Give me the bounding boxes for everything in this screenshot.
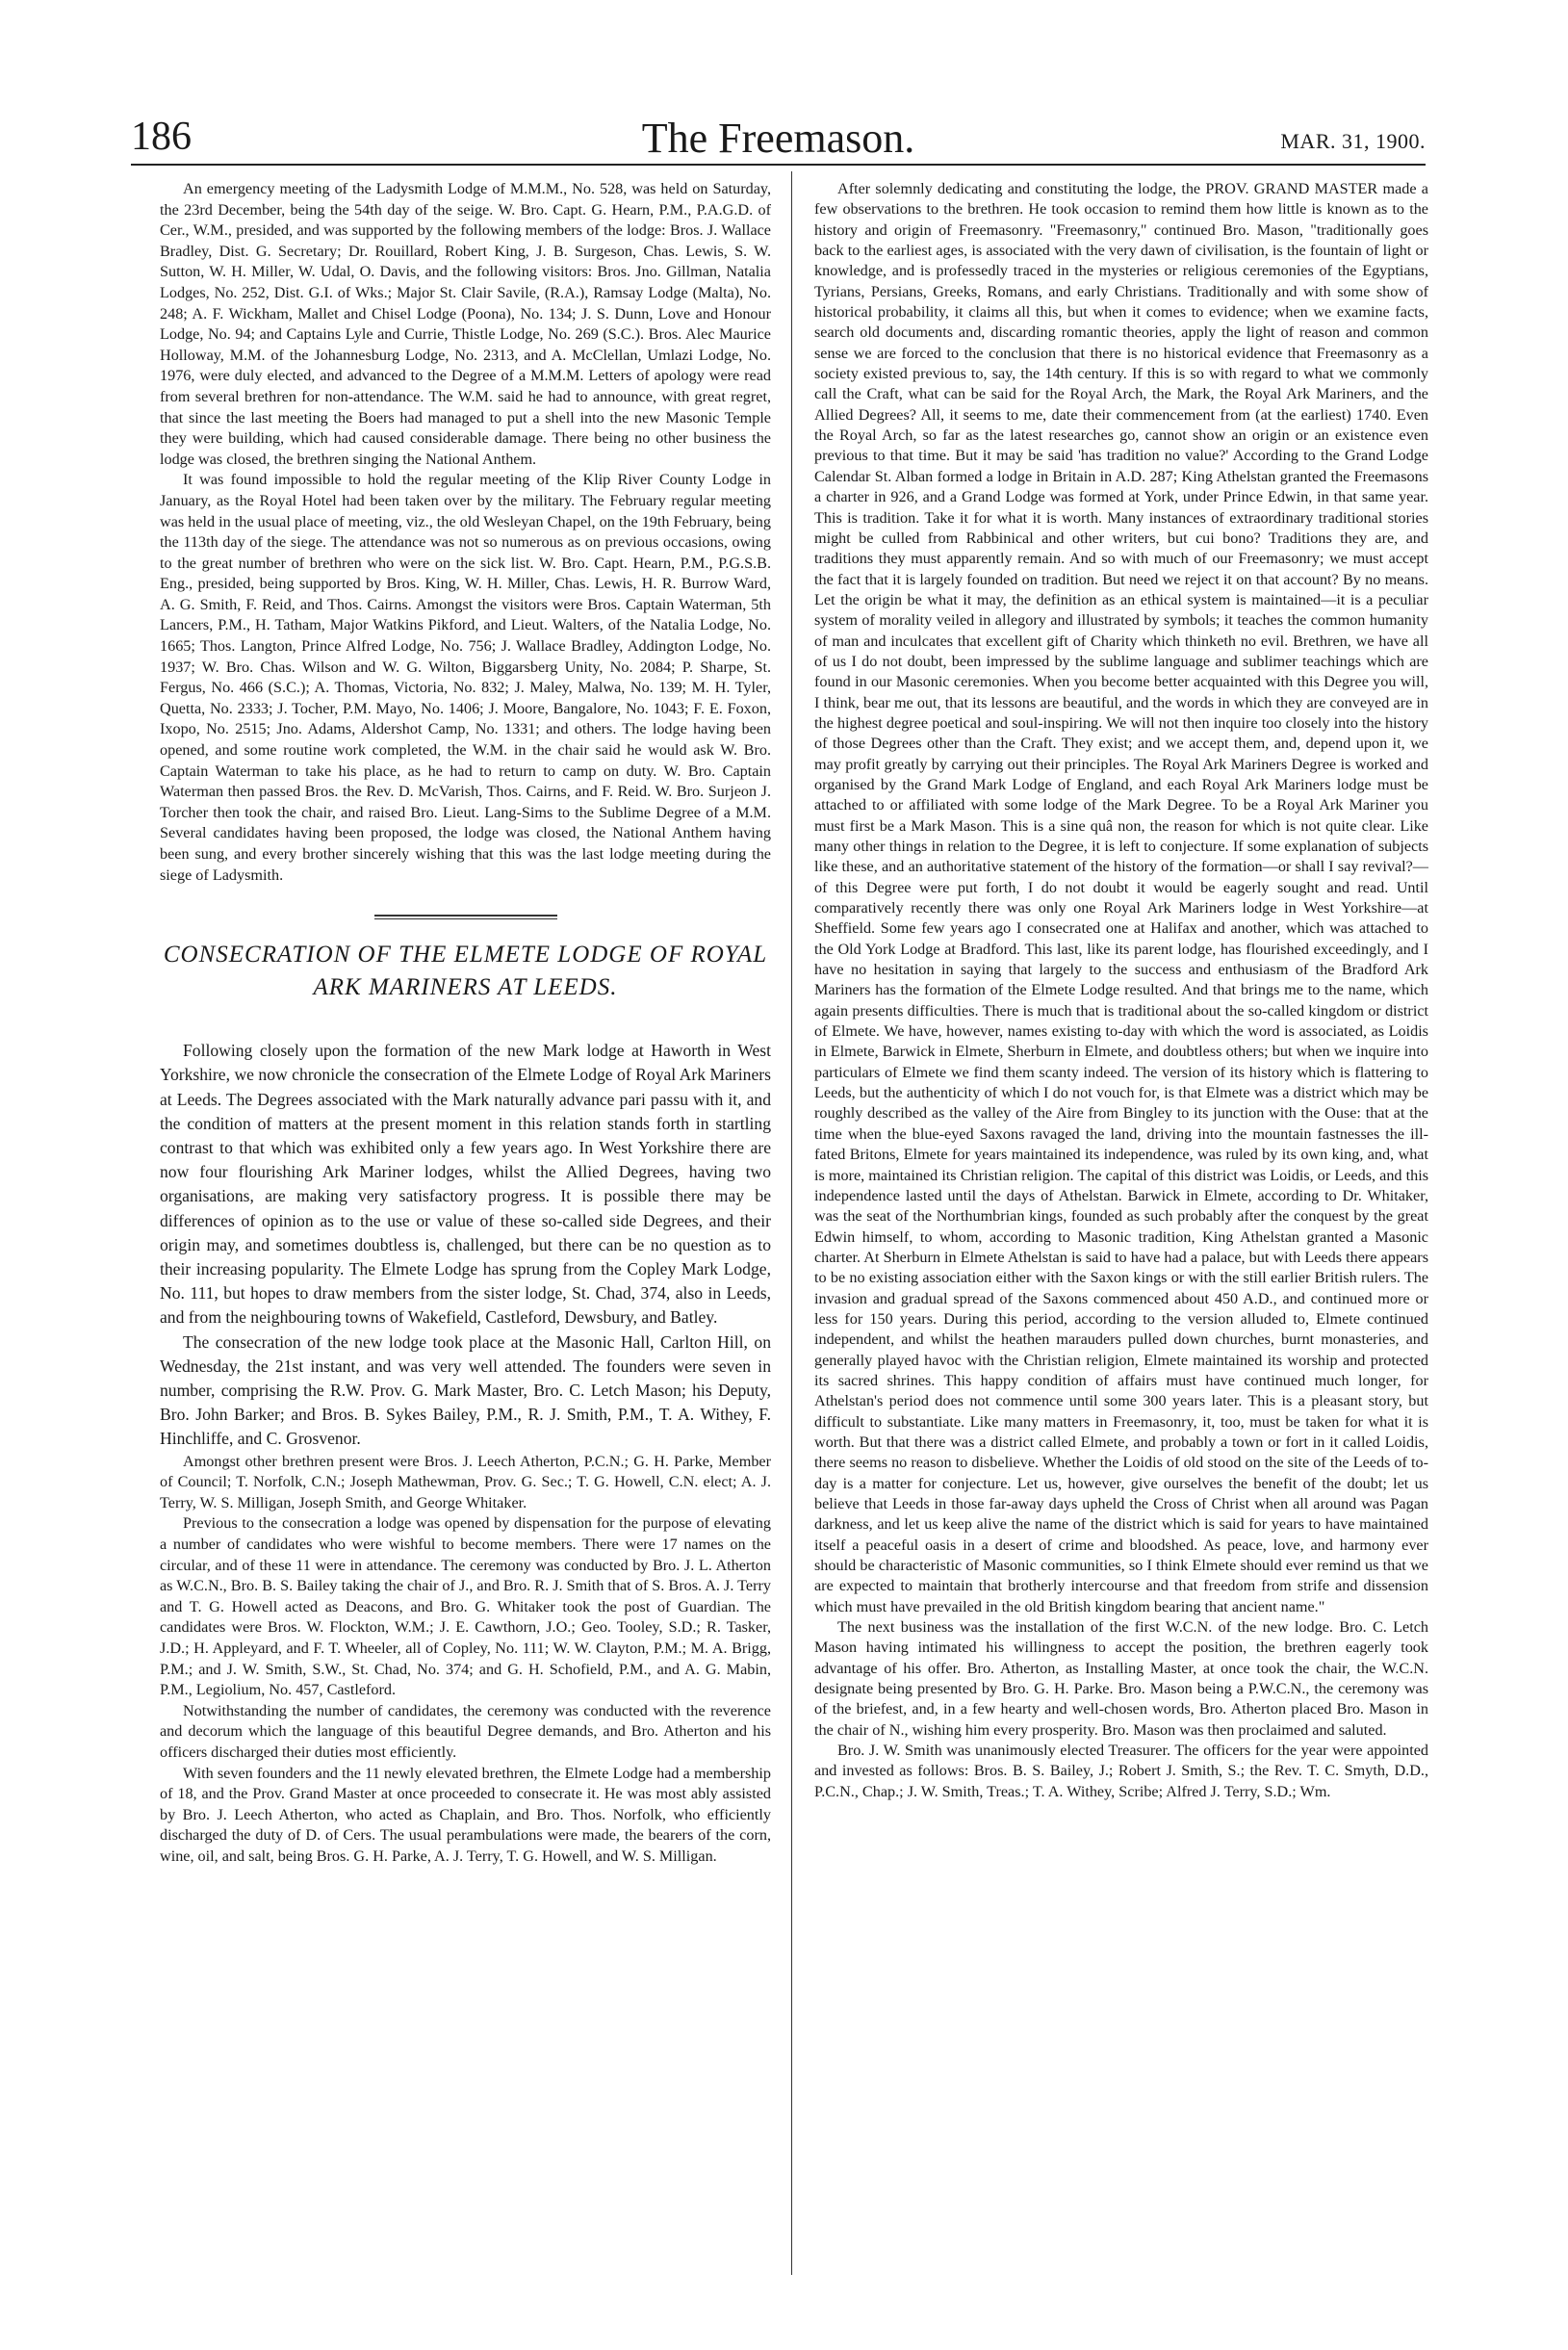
installation-paragraph: The next business was the installation of the first W.C.N. of the new lodge. Bro. C. Letch Mason having intimated his willingness to accept the position, the brethren eagerly took advantage of his offer. Bro. Atherton, as Installing Master, at once took the chair, the W.C.N. designate being presented by Bro. G. H. Parke. Bro. Mason being a P.W.C.N., the ceremony was of the briefest, and, in a few hearty and well-chosen words, Bro. Atherton placed Bro. Mason in the chair of N., wishing him every prosperity. Bro. Mason was then proclaimed and saluted. xyxy=(814,1618,1428,1739)
right-column xyxy=(814,179,1428,1802)
article-paragraph-4: Previous to the consecration a lodge was opened by dispensation for the purpose of elevating a number of candidates who were wishful to become members. There were 17 names on the circular, and of these 11 were in attendance. The ceremony was conducted by Bro. J. L. Atherton as W.C.N., Bro. B. S. Bailey taking the chair of J., and Bro. R. J. Smith that of S. Bros. A. J. Terry and T. G. Howell acted as Deacons, and Bro. G. Whitaker took the post of Guardian. The candidates were Bros. W. Flockton, W.M.; J. E. Cawthorn, J.O.; Geo. Tooley, S.D.; R. Tasker, J.D.; H. Appleyard, and F. T. Wheeler, all of Copley, No. 111; W. W. Clayton, P.M.; M. A. Brigg, P.M.; and J. W. Smith, S.W., St. Chad, No. 374; and G. H. Schofield, P.M., and A. G. Mabin, P.M., Legiolium, No. 457, Castleford. xyxy=(160,1514,771,1699)
left-column xyxy=(160,179,771,1868)
article-paragraph-2: The consecration of the new lodge took place at the Masonic Hall, Carlton Hill, on Wednesday, the 21st instant, and was very well attended. The founders were seven in number, comprising the R.W. Prov. G. Mark Master, Bro. C. Letch Mason; his Deputy, Bro. John Barker; and Bros. B. Sykes Bailey, P.M., R. J. Smith, P.M., T. A. Withey, F. Hinchliffe, and C. Grosvenor. xyxy=(160,1331,771,1449)
page-number: 186 xyxy=(131,115,192,159)
consecration-article xyxy=(160,1039,771,1867)
article-headline: CONSECRATION OF THE ELMETE LODGE OF ROYAL ARK MARINERS AT LEEDS. xyxy=(163,942,768,1001)
masthead-title: The Freemason. xyxy=(641,115,915,162)
header-rule xyxy=(131,164,1426,166)
ladysmith-paragraph-1: An emergency meeting of the Ladysmith Lodge of M.M.M., No. 528, was held on Saturday, the 23rd December, being the 54th day of the seige. W. Bro. Capt. G. Hearn, P.M., P.A.G.D. of Cer., W.M., presided, and was supported by the following members of the lodge: Bros. J. Wallace Bradley, Dist. G. Secretary; Dr. Rouillard, Robert King, J. B. Surgeson, Chas. Lewis, S. W. Sutton, W. H. Miller, W. Udal, O. Davis, and the following visitors: Bros. Jno. Gillman, Natalia Lodges, No. 252, Dist. G.I. of Wks.; Major St. Clair Savile, (R.A.), Ramsay Lodge (Malta), No. 248; A. F. Wickham, Mallet and Chisel Lodge (Poona), No. 134; J. S. Dunn, Love and Honour Lodge, No. 94; and Captains Lyle and Currie, Thistle Lodge, No. 269 (S.C.). Bros. Alec Maurice Holloway, M.M. of the Johannesburg Lodge, No. 2313, and A. McClellan, Umlazi Lodge, No. 1976, were duly elected, and advanced to the Degree of a M.M.M. Letters of apology were read from several brethren for non-attendance. The W.M. said he had to announce, with great regret, that since the last meeting the Boers had managed to put a shell into the new Masonic Temple they were building, which had caused considerable damage. There being no other business the lodge was closed, the brethren singing the National Anthem. xyxy=(160,180,771,468)
article-paragraph-3: Amongst other brethren present were Bros. J. Leech Atherton, P.C.N.; G. H. Parke, Member of Council; T. Norfolk, C.N.; Joseph Mathewman, Prov. G. Sec.; T. G. Howell, C.N. elect; A. J. Terry, W. S. Milligan, Joseph Smith, and George Whitaker. xyxy=(160,1452,771,1511)
officers-paragraph: Bro. J. W. Smith was unanimously elected Treasurer. The officers for the year were appointed and invested as follows: Bros. B. S. Bailey, J.; Robert J. Smith, S.; the Rev. T. C. Smyth, D.D., P.C.N., Chap.; J. W. Smith, Treas.; T. A. Withey, Scribe; Alfred J. Terry, S.D.; Wm. xyxy=(814,1742,1428,1800)
page-header xyxy=(131,114,1426,164)
section-divider xyxy=(374,915,557,919)
article-paragraph-5: Notwithstanding the number of candidates, the ceremony was conducted with the reverence and decorum which the language of this beautiful Degree demands, and Bro. Atherton and his officers discharged their duties most efficiently. xyxy=(160,1701,771,1761)
article-paragraph-1: Following closely upon the formation of the new Mark lodge at Haworth in West Yorkshire, we now chronicle the consecration of the Elmete Lodge of Royal Ark Mariners at Leeds. The Degrees associated with the Mark naturally advance pari passu with it, and the condition of matters at the present moment in this relation stands forth in startling contrast to that which was exhibited only a few years ago. In West Yorkshire there are now four flourishing Ark Mariner lodges, whilst the Allied Degrees, having two organisations, are making very satisfactory progress. It is possible there may be differences of opinion as to the use or value of these so-called side Degrees, and their origin may, and sometimes doubtless is, challenged, but there can be no question as to their increasing popularity. The Elmete Lodge has sprung from the Copley Mark Lodge, No. 111, but hopes to draw members from the sister lodge, St. Chad, 374, also in Leeds, and from the neighbouring towns of Wakefield, Castleford, Dewsbury, and Batley. xyxy=(160,1041,771,1328)
ladysmith-paragraph-2: It was found impossible to hold the regular meeting of the Klip River County Lodge in January, as the Royal Hotel had been taken over by the military. The February regular meeting was held in the usual place of meeting, viz., the old Wesleyan Chapel, on the 19th February, being the 113th day of the siege. The attendance was not so numerous as on previous occasions, owing to the great number of brethren who were on the sick list. W. Bro. Capt. Hearn, P.M., P.G.S.B. Eng., presided, being supported by Bros. King, W. H. Miller, Chas. Lewis, H. R. Burrow Ward, A. G. Smith, F. Reid, and Thos. Cairns. Amongst the visitors were Bros. Captain Waterman, 5th Lancers, P.M., H. Tatham, Major Watkins Pikford, and Lieut. Walters, of the Natalia Lodge, No. 1665; Thos. Langton, Prince Alfred Lodge, No. 756; J. Wallace Bradley, Addington Lodge, No. 1937; W. Bro. Chas. Wilson and W. G. Wilton, Biggarsberg Unity, No. 2084; P. Sharpe, St. Fergus, No. 466 (S.C.); A. Thomas, Victoria, No. 832; J. Maley, Malwa, No. 139; M. H. Tyler, Quetta, No. 2333; J. Tocher, P.M. Mayo, No. 1406; J. Moore, Bangalore, No. 1043; F. E. Foxon, Ixopo, No. 2515; Jno. Adams, Aldershot Camp, No. 1331; and others. The lodge having been opened, and some routine work completed, the W.M. in the chair said he would ask W. Bro. Captain Waterman to take his place, as he had to return to camp on duty. W. Bro. Captain Waterman then passed Bros. the Rev. D. McVarish, Thos. Cairns, and F. Reid. W. Bro. Surjeon J. Torcher then took the chair, and raised Bro. Lieut. Lang-Sims to the Sublime Degree of a M.M. Several candidates having been proposed, the lodge was closed, the National Anthem having been sung, and every brother sincerely wishing that this was the last lodge meeting during the siege of Ladysmith. xyxy=(160,471,771,884)
issue-date: MAR. 31, 1900. xyxy=(1280,129,1426,153)
article-paragraph-6: With seven founders and the 11 newly elevated brethren, the Elmete Lodge had a membership of 18, and the Prov. Grand Master at once proceeded to consecrate it. He was most ably assisted by Bro. J. Leech Atherton, who acted as Chaplain, and Bro. Thos. Norfolk, who efficiently discharged the duty of D. of Cers. The usual perambulations were made, the bearers of the corn, wine, oil, and salt, being Bros. G. H. Parke, A. J. Terry, T. G. Howell, and W. S. Milligan. xyxy=(160,1764,771,1865)
column-divider xyxy=(791,171,792,2275)
address-paragraph: After solemnly dedicating and constituting the lodge, the PROV. GRAND MASTER made a few observations to the brethren. He took occasion to remind them how little is known as to the history and origin of Freemasonry. "Freemasonry," continued Bro. Mason, "traditionally goes back to the earliest ages, is associated with the very dawn of civilisation, is the fountain of light or knowledge, and is professedly traced in the mysteries or religious ceremonies of the Egyptians, Tyrians, Persians, Greeks, Romans, and early Christians. Traditionally and with some show of historical probability, it claims all this, but when it comes to evidence; when we examine facts, search old documents and, discarding romantic theories, apply the light of reason and common sense we are forced to the conclusion that there is no historical evidence that Freemasonry as a society existed previous to, say, the 14th century. If this is so with regard to what we commonly call the Craft, what can be said for the Royal Arch, the Mark, the Royal Ark Mariners, and the Allied Degrees? All, it seems to me, date their commencement from (at the earliest) 1740. Even the Royal Arch, so far as the latest researches go, cannot show an origin or an existence even previous to that time. But it may be said 'has tradition no value?' According to the Grand Lodge Calendar St. Alban formed a lodge in Britain in A.D. 287; King Athelstan granted the Freemasons a charter in 926, and a Grand Lodge was formed at York, under Prince Edwin, in that same year. This is tradition. Take it for what it is worth. Many instances of extraordinary traditional stories might be culled from Rabbinical and other writers, but cui bono? Traditions they are, and traditions they must apparently remain. And so with much of our Freemasonry; we must accept the fact that it is largely founded on tradition. But need we reject it on that account? By no means. Let the origin be what it may, the definition as an ethical system is maintained—it is a peculiar system of morality veiled in allegory and illustrated by symbols; it teaches the common humanity of man and inculcates that excellent gift of Charity which thinketh no evil. Brethren, we have all of us I do not doubt, been impressed by the sublime language and sublimer teachings which are found in our Masonic ceremonies. When you become better acquainted with this Degree you will, I think, bear me out, that its lessons are beautiful, and the words in which they are conveyed are in the highest degree poetical and soul-inspiring. We will not then inquire too closely into the history of those Degrees other than the Craft. They exist; and we accept them, and, depend upon it, we may profit greatly by carrying out their principles. The Royal Ark Mariners Degree is worked and organised by the Grand Mark Lodge of England, and each Royal Ark Mariners lodge must be attached to or affiliated with some lodge of the Mark Degree. To be a Royal Ark Mariner you must first be a Mark Mason. This is a sine quâ non, the reason for which is not quite clear. Like many other things in relation to the Degree, it is left to conjecture. If some explanation of subjects like these, and an authoritative statement of the history of the formation—or shall I say revival?—of this Degree were put forth, I do not doubt it would be eagerly sought and read. Until comparatively recently there was only one Royal Ark Mariners lodge in West Yorkshire—at Sheffield. Some few years ago I consecrated one at Halifax and another, which was attached to the Old York Lodge at Bradford. This last, like its parent lodge, has flourished exceedingly, and I have no hesitation in saying that largely to the success and enthusiasm of the Bradford Ark Mariners has the formation of the Elmete Lodge resulted. And that brings me to the name, which again presents difficulties. There is much that is traditional about the so-called kingdom or district of Elmete. We have, however, names existing to-day with which the word is associated, as Loidis in Elmete, Barwick in Elmete, Sherburn in Elmete, and doubtless others; but when we inquire into particulars of Elmete we find them scanty indeed. The version of its history which is flattering to Leeds, but the authenticity of which I do not vouch for, is that Elmete was a district which may be roughly described as the valley of the Aire from Bingley to its junction with the Ouse: that at the time when the blue-eyed Saxons ravaged the land, driving into the mountain fastnesses the ill-fated Britons, Elmete for years maintained its independence, was ruled by its own king, and, what is more, maintained its Christian religion. The capital of this district was Loidis, or Leeds, and this independence lasted until the days of Athelstan. Barwick in Elmete, according to Dr. Whitaker, was the seat of the Northumbrian kings, founded as such probably after the conquest by the great Edwin himself, to whom, according to Masonic tradition, King Athelstan granted a Masonic charter. At Sherburn in Elmete Athelstan is said to have had a palace, but with Leeds there appears to be no existing association either with the Saxon kings or with the still earlier British rulers. The invasion and gradual spread of the Saxons commenced about 450 A.D., and continued more or less for 150 years. During this period, according to the version alluded to, Elmete continued independent, and whilst the heathen marauders pulled down churches, burnt monasteries, and generally played havoc with the Christian religion, Elmete maintained its worship and protected its sacred shrines. This happy condition of affairs must have continued much longer, for Athelstan's period does not commence until some 300 years later. This is a pleasant story, but difficult to substantiate. Like many matters in Freemasonry, it, too, must be taken for what it is worth. But that there was a district called Elmete, and probably a town or fort in it called Loidis, there seems no reason to disbelieve. Whether the Loidis of old stood on the site of the Leeds of to-day is a matter for conjecture. Let us, however, give ourselves the benefit of the doubt; let us believe that Leeds in those far-away days upheld the Cross of Christ when all around was Pagan darkness, and let us keep alive the name of the district which is said for years to have maintained itself a peaceful oasis in a desert of crime and bloodshed. As peace, love, and harmony ever should be characteristic of Masonic communities, so I think Elmete should ever remind us that we are expected to maintain that brotherly intercourse and that freedom from strife and dissension which must have prevailed in the old British kingdom bearing that ancient name." xyxy=(814,180,1428,1615)
